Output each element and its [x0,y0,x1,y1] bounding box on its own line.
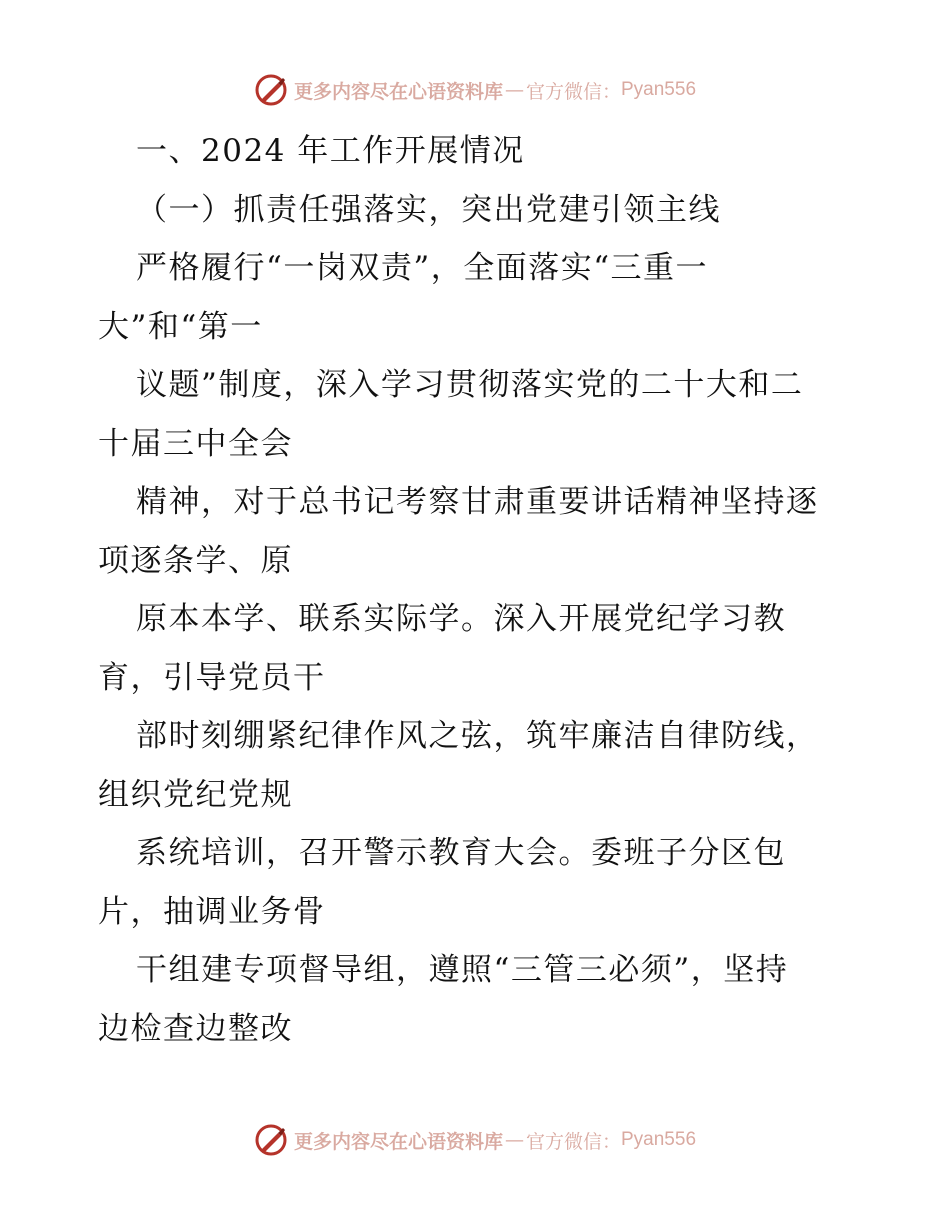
watermark-brand-text: 更多内容尽在心语资料库 [293,80,503,103]
document-body [98,122,858,1058]
body-line: 十届三中全会 [98,425,293,462]
body-line: 边检查边整改 [98,1010,293,1047]
pen-logo-icon [254,1123,288,1157]
watermark-separator: — [504,79,524,101]
header-watermark [0,70,950,110]
body-line: 精神，对于总书记考察甘肃重要讲话精神坚持逐 [136,484,819,520]
body-line: 严格履行“一岗双责”，全面落实“三重一 [136,250,709,286]
watermark-official-label: 官方微信： [525,1130,621,1153]
body-line: 大”和“第一 [98,308,263,345]
body-line: 议题”制度，深入学习贯彻落实党的二十大和二 [136,367,804,403]
body-line: 项逐条学、原 [98,542,293,579]
watermark-official-label: 官方微信： [525,80,621,103]
body-line: 组织党纪党规 [98,776,293,813]
watermark-brand-text: 更多内容尽在心语资料库 [293,1130,503,1153]
body-line: 部时刻绷紧纪律作风之弦，筑牢廉洁自律防线， [136,718,819,754]
watermark-wechat-id: Pyan556 [621,79,697,100]
body-line: 干组建专项督导组，遵照“三管三必须”，坚持 [136,952,789,988]
watermark-wechat-id: Pyan556 [621,1129,697,1150]
body-line: 育，引导党员干 [98,659,326,696]
watermark-separator: — [504,1129,524,1151]
body-line: 系统培训，召开警示教育大会。委班子分区包 [136,835,786,871]
subsection-heading: （一）抓责任强落实，突出党建引领主线 [136,191,721,228]
pen-logo-icon [254,73,288,107]
body-line: 原本本学、联系实际学。深入开展党纪学习教 [136,601,786,637]
section-heading: 一、2024 年工作开展情况 [136,133,525,169]
footer-watermark [0,1120,950,1160]
body-line: 片，抽调业务骨 [98,893,326,930]
